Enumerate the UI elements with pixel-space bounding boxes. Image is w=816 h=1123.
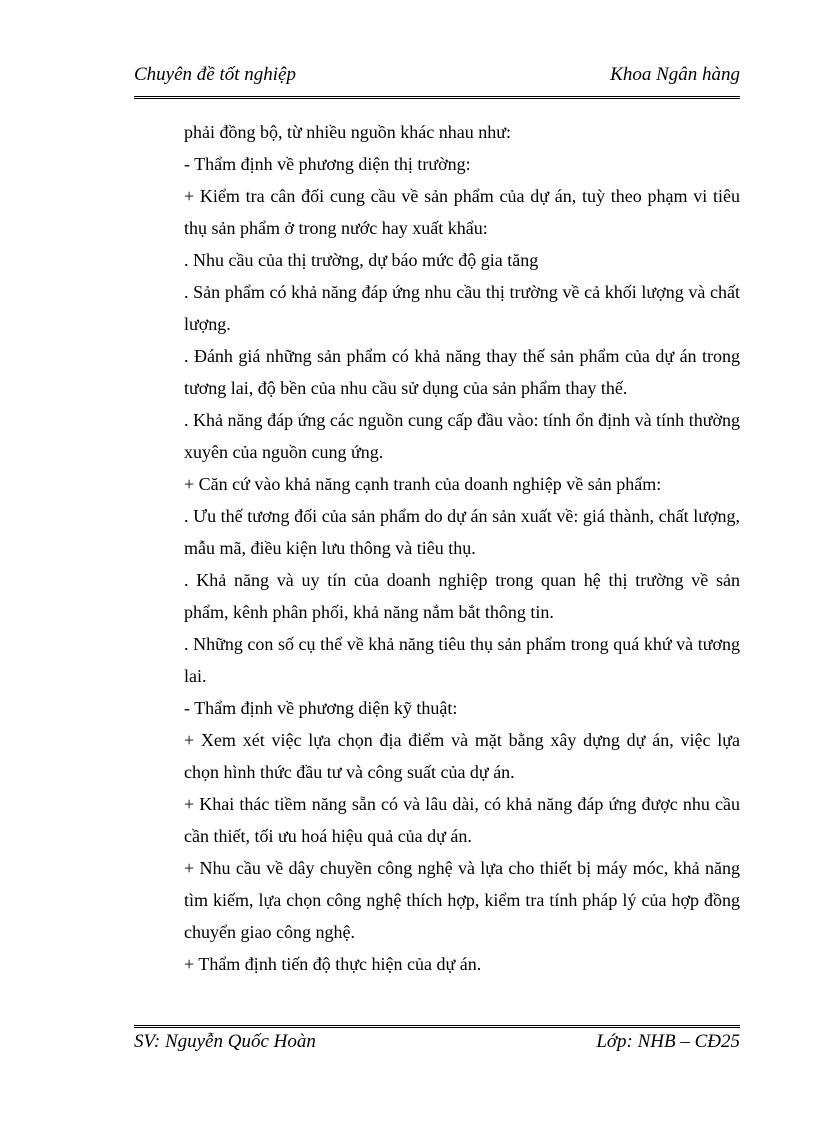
document-body [184,116,740,980]
paragraph: . Khả năng đáp ứng các nguồn cung cấp đầu vào: tính ổn định và tính thường xuyên của nguồn cung ứng. [184,410,740,462]
paragraph: phải đồng bộ, từ nhiều nguồn khác nhau như: [184,122,511,142]
header-faculty: Khoa Ngân hàng [610,64,740,85]
page-header [134,64,740,92]
paragraph: - Thẩm định về phương diện thị trường: [184,154,471,174]
paragraph: . Nhu cầu của thị trường, dự báo mức độ gia tăng [184,250,539,270]
footer-divider [134,1025,740,1028]
paragraph: . Những con số cụ thể về khả năng tiêu thụ sản phẩm trong quá khứ và tương lai. [184,634,740,686]
paragraph: - Thẩm định về phương diện kỹ thuật: [184,698,458,718]
paragraph: . Khả năng và uy tín của doanh nghiệp trong quan hệ thị trường về sản phẩm, kênh phân phối, khả năng nắm bắt thông tin. [184,570,740,622]
footer-student-name: SV: Nguyễn Quốc Hoàn [134,1031,316,1052]
footer-class: Lớp: NHB – CĐ25 [596,1031,740,1052]
paragraph: . Ưu thế tương đối của sản phẩm do dự án sản xuất về: giá thành, chất lượng, mẫu mã, điều kiện lưu thông và tiêu thụ. [184,506,740,558]
paragraph: . Sản phẩm có khả năng đáp ứng nhu cầu thị trường về cả khối lượng và chất lượng. [184,282,740,334]
paragraph: + Thẩm định tiến độ thực hiện của dự án. [184,954,482,974]
paragraph: + Kiểm tra cân đối cung cầu về sản phẩm của dự án, tuỳ theo phạm vi tiêu thụ sản phẩm ở trong nước hay xuất khẩu: [184,186,740,238]
paragraph: . Đánh giá những sản phẩm có khả năng thay thế sản phẩm của dự án trong tương lai, độ bền của nhu cầu sử dụng của sản phẩm thay thế. [184,346,740,398]
paragraph: + Căn cứ vào khả năng cạnh tranh của doanh nghiệp về sản phẩm: [184,474,662,494]
paragraph: + Nhu cầu về dây chuyền công nghệ và lựa cho thiết bị máy móc, khả năng tìm kiếm, lựa chọn công nghệ thích hợp, kiểm tra tính pháp lý của hợp đồng chuyển giao công nghệ. [184,858,740,942]
paragraph: + Khai thác tiềm năng sẵn có và lâu dài, có khả năng đáp ứng được nhu cầu cần thiết, tối ưu hoá hiệu quả của dự án. [184,794,740,846]
paragraph: + Xem xét việc lựa chọn địa điểm và mặt bằng xây dựng dự án, việc lựa chọn hình thức đầu tư và công suất của dự án. [184,730,740,782]
header-course-title: Chuyên đề tốt nghiệp [134,64,296,85]
page-footer [134,1031,740,1059]
header-divider [134,96,740,99]
